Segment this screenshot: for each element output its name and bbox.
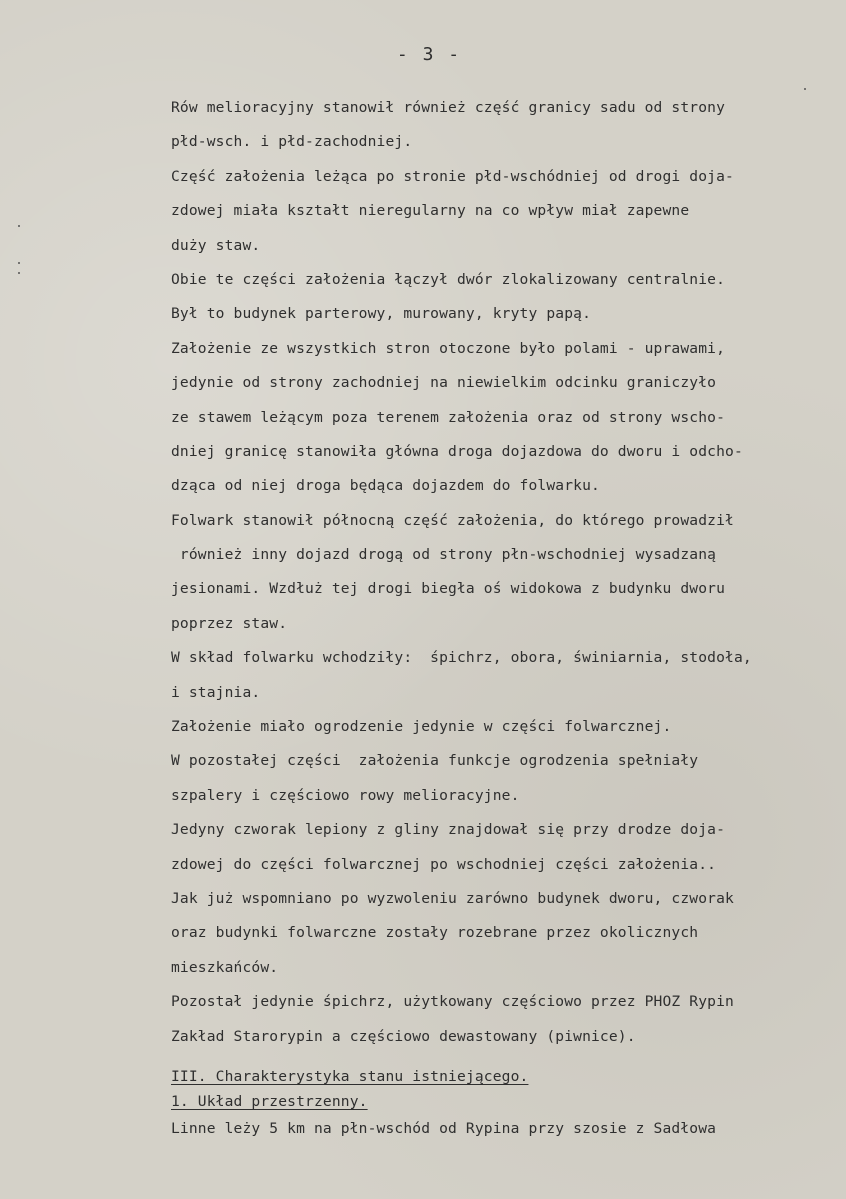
text-line: mieszkańców.	[171, 958, 279, 976]
margin-speck	[18, 272, 20, 274]
text-line: Część założenia leżąca po stronie płd-wschódniej od drogi doja-	[171, 167, 734, 185]
text-line: szpalery i częściowo rowy melioracyjne.	[171, 786, 520, 804]
text-line: oraz budynki folwarczne zostały rozebrane przez okolicznych	[171, 924, 699, 942]
text-line: i stajnia.	[171, 683, 261, 701]
subsection-heading: 1. Układ przestrzenny.	[171, 1093, 368, 1110]
margin-speck	[18, 262, 20, 264]
text-line: Jedyny czworak lepiony z gliny znajdował się przy drodze doja-	[171, 821, 726, 839]
text-line: Zakład Starorypin a częściowo dewastowany (piwnice).	[171, 1027, 636, 1045]
text-line: dniej granicę stanowiła główna droga dojazdowa do dworu i odcho-	[171, 442, 743, 460]
text-line: Linne leży 5 km na płn-wschód od Rypina przy szosie z Sadłowa	[171, 1120, 717, 1137]
text-line: również inny dojazd drogą od strony płn-wschodniej wysadzaną	[171, 546, 717, 564]
text-line: W skład folwarku wchodziły: śpichrz, obora, świniarnia, stodoła,	[171, 649, 752, 667]
text-line: zdowej miała kształt nieregularny na co wpływ miał zapewne	[171, 202, 690, 220]
text-line: W pozostałej części założenia funkcje ogrodzenia spełniały	[171, 752, 699, 770]
margin-speck	[18, 225, 20, 227]
text-line: Założenie miało ogrodzenie jedynie w części folwarcznej.	[171, 718, 672, 736]
text-line: Założenie ze wszystkich stron otoczone było polami - uprawami,	[171, 339, 726, 357]
text-line: ze stawem leżącym poza terenem założenia oraz od strony wscho-	[171, 408, 726, 426]
text-line: poprzez staw.	[171, 614, 288, 632]
text-line: jesionami. Wzdłuż tej drogi biegła oś widokowa z budynku dworu	[171, 580, 726, 598]
body-text	[171, 96, 831, 1059]
margin-speck	[804, 88, 806, 90]
text-line: Był to budynek parterowy, murowany, kryty papą.	[171, 305, 592, 323]
text-line: Jak już wspomniano po wyzwoleniu zarówno budynek dworu, czworak	[171, 889, 734, 907]
text-line: Pozostał jedynie śpichrz, użytkowany częściowo przez PHOZ Rypin	[171, 993, 734, 1011]
section-heading: III. Charakterystyka stanu istniejącego.	[171, 1068, 529, 1085]
text-line: Rów melioracyjny stanowił również część granicy sadu od strony	[171, 99, 726, 116]
text-line: jedynie od strony zachodniej na niewielkim odcinku graniczyło	[171, 374, 717, 392]
text-line: dząca od niej droga będąca dojazdem do folwarku.	[171, 477, 600, 495]
text-line: Obie te części założenia łączył dwór zlokalizowany centralnie.	[171, 270, 726, 288]
page-number: - 3 -	[396, 44, 462, 65]
text-line: duży staw.	[171, 236, 261, 254]
text-line: płd-wsch. i płd-zachodniej.	[171, 133, 413, 151]
text-line: Folwark stanowił północną część założenia, do którego prowadził	[171, 511, 734, 529]
text-line: zdowej do części folwarcznej po wschodniej części założenia..	[171, 855, 717, 873]
